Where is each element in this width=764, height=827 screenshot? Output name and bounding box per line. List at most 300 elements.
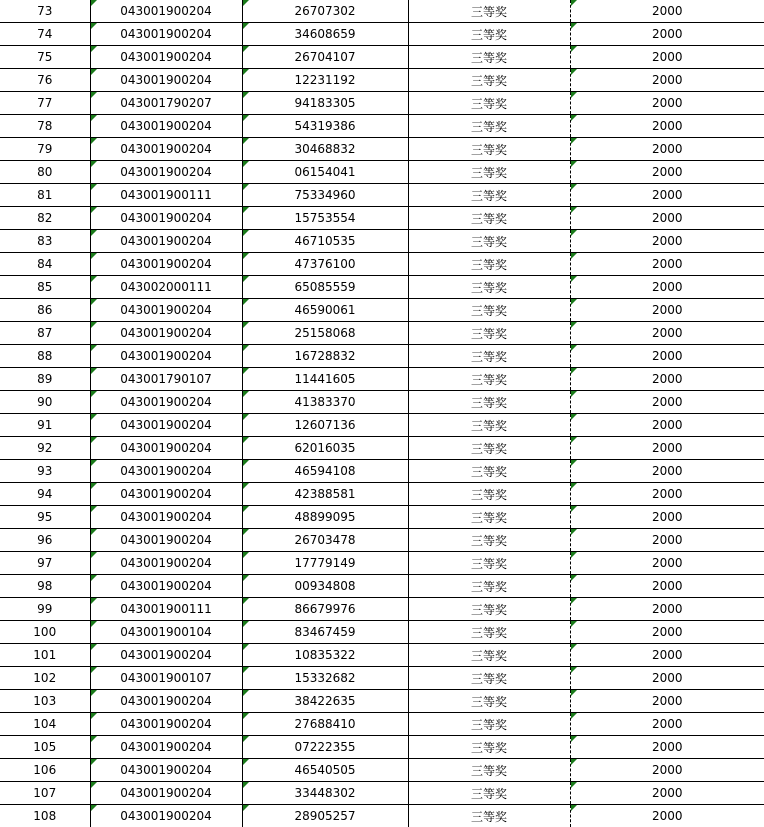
amount-cell[interactable] [570,598,764,621]
amount-cell[interactable] [570,506,764,529]
table-row [0,460,764,483]
number-cell-text: 41383370 [294,395,356,409]
text-format-indicator-icon [571,460,577,466]
amount-cell-text: 2000 [651,648,683,662]
amount-cell[interactable] [570,552,764,575]
code-cell[interactable] [90,138,242,161]
row-index-cell[interactable] [0,276,90,299]
amount-cell[interactable] [570,690,764,713]
prize-cell-text: 三等奖 [470,96,507,111]
code-cell[interactable] [90,207,242,230]
text-format-indicator-icon [243,414,249,420]
amount-cell-text: 2000 [651,27,683,41]
prize-cell[interactable] [408,92,570,115]
row-index-cell[interactable] [0,621,90,644]
code-cell[interactable] [90,460,242,483]
text-format-indicator-icon [243,69,249,75]
prize-cell[interactable] [408,529,570,552]
table-row [0,736,764,759]
number-cell-text: 26704107 [294,50,356,64]
amount-cell[interactable] [570,644,764,667]
row-index-cell[interactable] [0,391,90,414]
amount-cell[interactable] [570,322,764,345]
text-format-indicator-icon [91,782,97,788]
code-cell[interactable] [90,805,242,827]
table-row [0,69,764,92]
code-cell-text: 043001900204 [120,648,212,662]
amount-cell[interactable] [570,391,764,414]
code-cell[interactable] [90,92,242,115]
number-cell[interactable] [242,161,408,184]
number-cell[interactable] [242,667,408,690]
code-cell[interactable] [90,690,242,713]
row-index-cell[interactable] [0,368,90,391]
code-cell[interactable] [90,115,242,138]
table-row [0,253,764,276]
text-format-indicator-icon [91,184,97,190]
code-cell[interactable] [90,529,242,552]
prize-cell[interactable] [408,736,570,759]
number-cell[interactable] [242,276,408,299]
amount-cell-text: 2000 [651,257,683,271]
text-format-indicator-icon [571,345,577,351]
amount-cell[interactable] [570,0,764,23]
prize-cell[interactable] [408,276,570,299]
number-cell[interactable] [242,460,408,483]
code-cell[interactable] [90,276,242,299]
prize-cell[interactable] [408,414,570,437]
number-cell[interactable] [242,437,408,460]
number-cell[interactable] [242,759,408,782]
text-format-indicator-icon [243,713,249,719]
row-index-cell[interactable] [0,782,90,805]
prize-cell[interactable] [408,805,570,827]
code-cell-text: 043001900204 [120,464,212,478]
prize-cell-text: 三等奖 [470,372,507,387]
number-cell[interactable] [242,506,408,529]
code-cell-text: 043001900204 [120,487,212,501]
amount-cell[interactable] [570,529,764,552]
number-cell[interactable] [242,690,408,713]
text-format-indicator-icon [91,483,97,489]
text-format-indicator-icon [571,161,577,167]
text-format-indicator-icon [91,368,97,374]
row-index-cell[interactable] [0,69,90,92]
number-cell[interactable] [242,23,408,46]
row-index-cell[interactable] [0,759,90,782]
amount-cell[interactable] [570,713,764,736]
number-cell[interactable] [242,483,408,506]
row-index-cell[interactable] [0,345,90,368]
row-index-cell-text: 74 [37,27,53,41]
row-index-cell-text: 105 [33,740,57,754]
prize-cell-text: 三等奖 [470,234,507,249]
code-cell[interactable] [90,230,242,253]
number-cell-text: 46540505 [294,763,356,777]
row-index-cell[interactable] [0,437,90,460]
table-row [0,437,764,460]
amount-cell-text: 2000 [651,602,683,616]
prize-cell[interactable] [408,253,570,276]
prize-cell[interactable] [408,460,570,483]
amount-cell-text: 2000 [651,142,683,156]
amount-cell[interactable] [570,414,764,437]
number-cell[interactable] [242,184,408,207]
text-format-indicator-icon [243,437,249,443]
code-cell[interactable] [90,0,242,23]
code-cell-text: 043001900204 [120,717,212,731]
text-format-indicator-icon [91,299,97,305]
row-index-cell-text: 97 [37,556,53,570]
number-cell[interactable] [242,368,408,391]
code-cell-text: 043001900204 [120,142,212,156]
prize-cell[interactable] [408,138,570,161]
prize-cell[interactable] [408,644,570,667]
amount-cell[interactable] [570,207,764,230]
prize-cell-text: 三等奖 [470,142,507,157]
amount-cell[interactable] [570,253,764,276]
number-cell[interactable] [242,552,408,575]
amount-cell[interactable] [570,92,764,115]
amount-cell-text: 2000 [651,119,683,133]
code-cell[interactable] [90,713,242,736]
table-row [0,230,764,253]
prize-cell[interactable] [408,322,570,345]
amount-cell[interactable] [570,759,764,782]
amount-cell-text: 2000 [651,763,683,777]
amount-cell[interactable] [570,575,764,598]
text-format-indicator-icon [243,391,249,397]
number-cell[interactable] [242,299,408,322]
table-row [0,276,764,299]
row-index-cell[interactable] [0,805,90,827]
code-cell[interactable] [90,667,242,690]
row-index-cell-text: 78 [37,119,53,133]
amount-cell[interactable] [570,460,764,483]
row-index-cell-text: 104 [33,717,57,731]
number-cell[interactable] [242,575,408,598]
row-index-cell[interactable] [0,23,90,46]
text-format-indicator-icon [571,46,577,52]
amount-cell-text: 2000 [651,96,683,110]
prize-cell[interactable] [408,759,570,782]
prize-cell-text: 三等奖 [470,349,507,364]
table-row [0,506,764,529]
amount-cell[interactable] [570,230,764,253]
row-index-cell[interactable] [0,690,90,713]
prize-cell[interactable] [408,713,570,736]
prize-cell[interactable] [408,391,570,414]
number-cell-text: 15332682 [294,671,356,685]
code-cell[interactable] [90,736,242,759]
row-index-cell[interactable] [0,483,90,506]
text-format-indicator-icon [91,322,97,328]
amount-cell[interactable] [570,23,764,46]
row-index-cell[interactable] [0,230,90,253]
number-cell[interactable] [242,230,408,253]
prize-cell-text: 三等奖 [470,556,507,571]
number-cell[interactable] [242,138,408,161]
code-cell[interactable] [90,161,242,184]
row-index-cell-text: 82 [37,211,53,225]
text-format-indicator-icon [243,690,249,696]
amount-cell-text: 2000 [651,303,683,317]
table-row [0,483,764,506]
text-format-indicator-icon [243,460,249,466]
text-format-indicator-icon [91,529,97,535]
prize-cell[interactable] [408,667,570,690]
amount-cell[interactable] [570,115,764,138]
row-index-cell[interactable] [0,713,90,736]
number-cell-text: 10835322 [294,648,356,662]
row-index-cell[interactable] [0,414,90,437]
code-cell[interactable] [90,437,242,460]
table-row [0,161,764,184]
text-format-indicator-icon [571,23,577,29]
number-cell[interactable] [242,621,408,644]
prize-cell-text: 三等奖 [470,119,507,134]
text-format-indicator-icon [91,437,97,443]
table-row [0,368,764,391]
text-format-indicator-icon [571,736,577,742]
number-cell[interactable] [242,805,408,827]
table-row [0,322,764,345]
number-cell[interactable] [242,529,408,552]
amount-cell[interactable] [570,805,764,827]
code-cell-text: 043001900204 [120,165,212,179]
number-cell-text: 65085559 [294,280,356,294]
code-cell-text: 043001790107 [120,372,212,386]
prize-cell[interactable] [408,483,570,506]
text-format-indicator-icon [243,529,249,535]
prize-cell[interactable] [408,207,570,230]
code-cell[interactable] [90,368,242,391]
table-row [0,598,764,621]
amount-cell-text: 2000 [651,464,683,478]
code-cell[interactable] [90,391,242,414]
prize-cell[interactable] [408,299,570,322]
text-format-indicator-icon [91,506,97,512]
amount-cell[interactable] [570,299,764,322]
code-cell-text: 043001900204 [120,556,212,570]
row-index-cell[interactable] [0,161,90,184]
code-cell-text: 043001900204 [120,694,212,708]
number-cell-text: 30468832 [294,142,356,156]
prize-cell-text: 三等奖 [470,418,507,433]
text-format-indicator-icon [91,92,97,98]
prize-cell[interactable] [408,368,570,391]
code-cell[interactable] [90,345,242,368]
prize-cell-text: 三等奖 [470,50,507,65]
amount-cell[interactable] [570,483,764,506]
prize-cell[interactable] [408,575,570,598]
amount-cell[interactable] [570,138,764,161]
text-format-indicator-icon [243,506,249,512]
amount-cell-text: 2000 [651,671,683,685]
prize-cell[interactable] [408,23,570,46]
table-row [0,644,764,667]
amount-cell[interactable] [570,437,764,460]
code-cell[interactable] [90,575,242,598]
number-cell[interactable] [242,92,408,115]
code-cell[interactable] [90,414,242,437]
row-index-cell[interactable] [0,46,90,69]
row-index-cell[interactable] [0,299,90,322]
row-index-cell[interactable] [0,207,90,230]
code-cell[interactable] [90,299,242,322]
prize-cell[interactable] [408,345,570,368]
prize-cell-text: 三等奖 [470,625,507,640]
code-cell[interactable] [90,782,242,805]
row-index-cell[interactable] [0,598,90,621]
amount-cell[interactable] [570,276,764,299]
row-index-cell[interactable] [0,92,90,115]
row-index-cell[interactable] [0,0,90,23]
row-index-cell[interactable] [0,529,90,552]
number-cell[interactable] [242,207,408,230]
row-index-cell[interactable] [0,644,90,667]
amount-cell[interactable] [570,345,764,368]
prize-cell[interactable] [408,506,570,529]
amount-cell[interactable] [570,69,764,92]
code-cell[interactable] [90,552,242,575]
code-cell[interactable] [90,598,242,621]
prize-cell[interactable] [408,690,570,713]
row-index-cell[interactable] [0,253,90,276]
row-index-cell[interactable] [0,138,90,161]
amount-cell[interactable] [570,782,764,805]
number-cell[interactable] [242,322,408,345]
number-cell[interactable] [242,115,408,138]
prize-cell-text: 三等奖 [470,648,507,663]
amount-cell-text: 2000 [651,395,683,409]
amount-cell-text: 2000 [651,487,683,501]
number-cell[interactable] [242,598,408,621]
prize-cell[interactable] [408,184,570,207]
row-index-cell-text: 86 [37,303,53,317]
row-index-cell-text: 99 [37,602,53,616]
prize-cell-text: 三等奖 [470,809,507,824]
prize-cell[interactable] [408,161,570,184]
number-cell[interactable] [242,414,408,437]
prize-cell[interactable] [408,437,570,460]
row-index-cell[interactable] [0,667,90,690]
prize-cell[interactable] [408,782,570,805]
text-format-indicator-icon [571,207,577,213]
code-cell[interactable] [90,322,242,345]
amount-cell[interactable] [570,621,764,644]
code-cell[interactable] [90,23,242,46]
code-cell[interactable] [90,483,242,506]
text-format-indicator-icon [243,368,249,374]
number-cell[interactable] [242,713,408,736]
prize-cell[interactable] [408,69,570,92]
prize-cell[interactable] [408,0,570,23]
amount-cell[interactable] [570,46,764,69]
code-cell[interactable] [90,184,242,207]
number-cell[interactable] [242,782,408,805]
prize-cell-text: 三等奖 [470,464,507,479]
prize-cell[interactable] [408,230,570,253]
row-index-cell-text: 93 [37,464,53,478]
row-index-cell[interactable] [0,506,90,529]
prize-cell[interactable] [408,552,570,575]
text-format-indicator-icon [91,0,97,6]
table-row [0,782,764,805]
code-cell[interactable] [90,69,242,92]
number-cell-text: 25158068 [294,326,356,340]
text-format-indicator-icon [243,92,249,98]
row-index-cell[interactable] [0,736,90,759]
code-cell-text: 043001900204 [120,234,212,248]
prize-cell[interactable] [408,46,570,69]
text-format-indicator-icon [243,230,249,236]
text-format-indicator-icon [571,644,577,650]
amount-cell-text: 2000 [651,740,683,754]
amount-cell-text: 2000 [651,372,683,386]
prize-cell-text: 三等奖 [470,717,507,732]
text-format-indicator-icon [91,161,97,167]
row-index-cell[interactable] [0,575,90,598]
row-index-cell-text: 76 [37,73,53,87]
amount-cell[interactable] [570,161,764,184]
number-cell[interactable] [242,644,408,667]
number-cell[interactable] [242,391,408,414]
number-cell[interactable] [242,46,408,69]
text-format-indicator-icon [571,782,577,788]
prize-cell-text: 三等奖 [470,671,507,686]
number-cell[interactable] [242,69,408,92]
text-format-indicator-icon [243,552,249,558]
row-index-cell[interactable] [0,184,90,207]
row-index-cell[interactable] [0,460,90,483]
code-cell-text: 043001900204 [120,50,212,64]
code-cell[interactable] [90,759,242,782]
code-cell[interactable] [90,253,242,276]
prize-cell-text: 三等奖 [470,602,507,617]
code-cell[interactable] [90,46,242,69]
amount-cell[interactable] [570,184,764,207]
row-index-cell[interactable] [0,322,90,345]
number-cell[interactable] [242,736,408,759]
prize-cell[interactable] [408,621,570,644]
prize-cell[interactable] [408,598,570,621]
row-index-cell[interactable] [0,552,90,575]
number-cell[interactable] [242,0,408,23]
code-cell-text: 043001900104 [120,625,212,639]
amount-cell[interactable] [570,368,764,391]
code-cell[interactable] [90,506,242,529]
amount-cell[interactable] [570,667,764,690]
code-cell[interactable] [90,621,242,644]
prize-cell[interactable] [408,115,570,138]
code-cell-text: 043001900111 [120,602,212,616]
amount-cell-text: 2000 [651,188,683,202]
row-index-cell[interactable] [0,115,90,138]
text-format-indicator-icon [571,759,577,765]
table-row [0,552,764,575]
number-cell[interactable] [242,253,408,276]
text-format-indicator-icon [571,437,577,443]
number-cell[interactable] [242,345,408,368]
amount-cell[interactable] [570,736,764,759]
row-index-cell-text: 75 [37,50,53,64]
code-cell-text: 043001900204 [120,27,212,41]
code-cell-text: 043001900111 [120,188,212,202]
text-format-indicator-icon [571,138,577,144]
code-cell[interactable] [90,644,242,667]
prize-cell-text: 三等奖 [470,694,507,709]
